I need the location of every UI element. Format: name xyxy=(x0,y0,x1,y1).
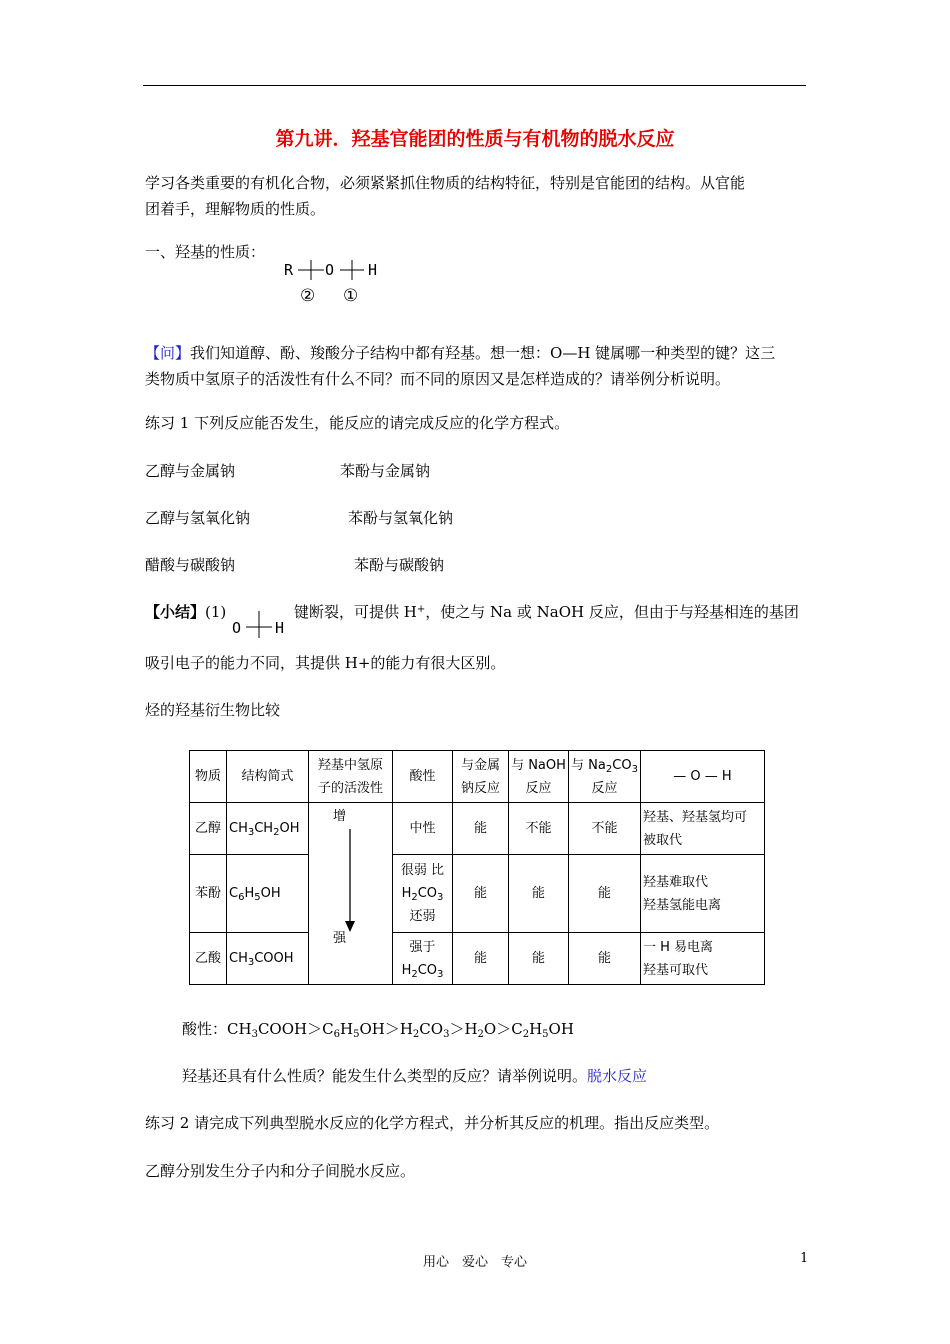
pair-2-right: 苯酚与氢氧化钠 xyxy=(348,509,454,527)
summary-text: 键断裂，可提供 H+，使之与 Na 或 NaOH 反应，但由于与羟基相连的基团 xyxy=(294,603,799,621)
row-acetic-acidity: 强于 $H_2CO_3$ xyxy=(393,933,453,985)
ethanol-line: 乙醇分别发生分子内和分子间脱水反应。 xyxy=(145,1162,416,1180)
page-title: 第九讲．羟基官能团的性质与有机物的脱水反应 xyxy=(275,128,675,150)
header-activity: 羟基中氢原 子的活泼性 xyxy=(309,751,393,803)
row-phenol-oh: 羟基难取代 羟基氢能电离 xyxy=(641,855,765,933)
summary-tag: 【小结】 xyxy=(145,603,206,621)
arrow-top-label: 增 xyxy=(333,809,347,824)
header-naoh: 与 NaOH 反应 xyxy=(509,751,569,803)
question-line-2: 类物质中氢原子的活泼性有什么不同？而不同的原因又是怎样造成的？请举例分析说明。 xyxy=(145,370,731,388)
summary-h: H xyxy=(275,619,285,637)
row-phenol-na2co3: 能 xyxy=(569,855,641,933)
row-ethanol-name: 乙醇 xyxy=(190,803,227,855)
header-na2co3: 与 $Na_2CO_3$ 反应 xyxy=(569,751,641,803)
row-phenol-na: 能 xyxy=(453,855,509,933)
row-ethanol-naoh: 不能 xyxy=(509,803,569,855)
summary-line-1: 【小结】(1) xyxy=(145,603,227,621)
arrow-bottom-label: 强 xyxy=(333,931,347,946)
header-substance: 物质 xyxy=(190,751,227,803)
row-acetic-na2co3: 能 xyxy=(569,933,641,985)
diagram-h: H xyxy=(368,261,378,279)
header-formula: 结构简式 xyxy=(227,751,309,803)
increase-arrow-icon xyxy=(343,829,357,933)
row-acetic-na: 能 xyxy=(453,933,509,985)
acidity-line: 酸性：$CH_3COOH>C_6H_5OH>H_2CO_3>H_2O>C_2H_5OH$ xyxy=(182,1020,574,1040)
header-na: 与金属 钠反应 xyxy=(453,751,509,803)
compare-title: 烃的羟基衍生物比较 xyxy=(145,701,281,719)
bond-label-2: ② xyxy=(300,286,316,306)
comparison-table xyxy=(189,750,765,985)
pair-1-left: 乙醇与金属钠 xyxy=(145,462,236,480)
row-phenol-naoh: 能 xyxy=(509,855,569,933)
hydroxyl-bond-diagram xyxy=(280,258,390,308)
pair-3-right: 苯酚与碳酸钠 xyxy=(354,556,445,574)
table-row xyxy=(190,933,765,985)
oh-bond-diagram xyxy=(230,608,294,638)
page-number: 1 xyxy=(800,1251,809,1266)
pair-1-right: 苯酚与金属钠 xyxy=(340,462,431,480)
row-ethanol-na2co3: 不能 xyxy=(569,803,641,855)
row-acetic-naoh: 能 xyxy=(509,933,569,985)
pair-3-left: 醋酸与碳酸钠 xyxy=(145,556,236,574)
row-acetic-name: 乙酸 xyxy=(190,933,227,985)
section1-label: 一、羟基的性质： xyxy=(145,243,266,261)
header-oh: — O — H xyxy=(641,751,765,803)
row-phenol-acidity: 很弱 比 $H_2CO_3$ 还弱 xyxy=(393,855,453,933)
row-phenol-name: 苯酚 xyxy=(190,855,227,933)
header-acidity: 酸性 xyxy=(393,751,453,803)
page-footer: 用心 爱心 专心 xyxy=(422,1255,527,1270)
row-ethanol-formula: $CH_3CH_2OH$ xyxy=(227,803,309,855)
activity-arrow-cell xyxy=(309,803,393,985)
exercise2-text: 练习 2 请完成下列典型脱水反应的化学方程式，并分析其反应的机理。指出反应类型。 xyxy=(145,1114,720,1132)
row-phenol-formula: $C_6H_5OH$ xyxy=(227,855,309,933)
row-acetic-oh: 一 H 易电离 羟基可取代 xyxy=(641,933,765,985)
dehydration-link[interactable]: 脱水反应 xyxy=(587,1067,648,1085)
hydroxyl-question: 羟基还具有什么性质？能发生什么类型的反应？请举例说明。脱水反应 xyxy=(182,1067,648,1085)
bond-label-1: ① xyxy=(343,286,359,306)
row-acetic-formula: $CH_3COOH$ xyxy=(227,933,309,985)
table-row xyxy=(190,855,765,933)
row-ethanol-oh: 羟基、羟基氢均可 被取代 xyxy=(641,803,765,855)
row-ethanol-na: 能 xyxy=(453,803,509,855)
diagram-o: O xyxy=(325,261,335,279)
table-header-row xyxy=(190,751,765,803)
row-ethanol-acidity: 中性 xyxy=(393,803,453,855)
table-row xyxy=(190,803,765,855)
oh-bond-marks xyxy=(230,608,294,638)
summary-line-2: 吸引电子的能力不同，其提供 H+的能力有很大区别。 xyxy=(145,654,506,672)
intro-line-2: 团着手，理解物质的性质。 xyxy=(145,200,326,218)
intro-line-1: 学习各类重要的有机化合物，必须紧紧抓住物质的结构特征，特别是官能团的结构。从官能 xyxy=(145,174,746,192)
question-tag: 【问】 xyxy=(145,344,191,362)
header-rule xyxy=(143,85,806,86)
pair-2-left: 乙醇与氢氧化钠 xyxy=(145,509,251,527)
exercise1-text: 练习 1 下列反应能否发生，能反应的请完成反应的化学方程式。 xyxy=(145,414,570,432)
summary-o: O xyxy=(232,619,242,637)
diagram-r: R xyxy=(284,261,294,279)
question-line-1: 【问】我们知道醇、酚、羧酸分子结构中都有羟基。想一想：O—H 键属哪一种类型的键？这三 xyxy=(145,344,776,362)
